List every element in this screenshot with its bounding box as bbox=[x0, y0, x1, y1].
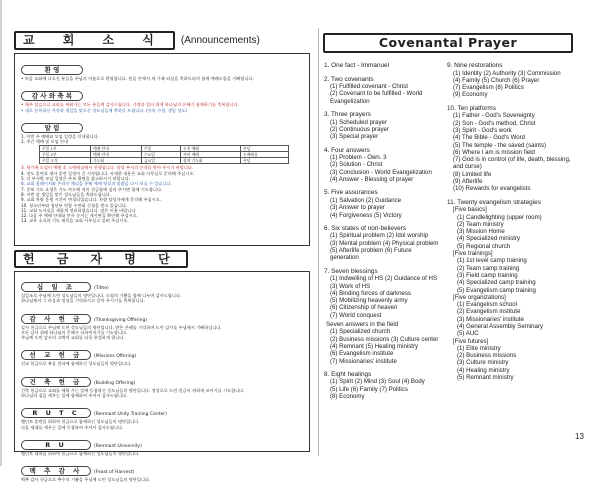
prayer-section bbox=[447, 105, 579, 193]
prayer-item: (1) Scheduled prayer bbox=[330, 118, 387, 126]
offering-label: 감 사 헌 금 bbox=[21, 314, 91, 324]
prayer-item: (3) Culture ministry bbox=[457, 359, 509, 367]
offering-group-header bbox=[21, 400, 303, 419]
prayer-item: (6) Where I am is mission field bbox=[453, 148, 535, 156]
schedule-row bbox=[40, 158, 289, 164]
announcement-line: 2. 주간 예배 및 모임 안내 bbox=[21, 139, 69, 145]
schedule-cell: 철야 기도회 bbox=[181, 158, 241, 164]
prayer-item: (1) Indwelling of HS (2) Guidance of HS bbox=[330, 275, 438, 283]
offering-names: 십일조로 주님께 드린 성도님들의 명단입니다. 드림의 기쁨을 함께 나누며 감사드립니다. bbox=[21, 293, 182, 298]
offering-label: 맥 추 감 사 bbox=[21, 466, 91, 476]
offering-names: 주님께 드린 감사의 고백이 교회를 더욱 풍성하게 합니다. bbox=[21, 335, 125, 341]
prayer-item: (2) Son - God's method, Christ bbox=[453, 119, 536, 127]
announcements-box bbox=[14, 53, 310, 246]
offering-names: 하나님의 집을 세우는 일에 함께하여 주셔서 감사드립니다. bbox=[21, 393, 128, 399]
schedule-cell: 소예배실 bbox=[240, 152, 288, 158]
prayer-item: (1) Problem - Own. 3 bbox=[330, 154, 387, 162]
prayer-item: (4) Answer - Blessing of prayer bbox=[330, 176, 414, 184]
offering-group bbox=[21, 400, 303, 430]
prayer-item: (2) Covenant to be fulfilled - World Evangelization bbox=[330, 90, 423, 105]
prayer-item: (4) Binding forces of darkness bbox=[330, 289, 411, 297]
prayer-item: (5) Evangelism camp training bbox=[457, 286, 536, 294]
offering-group-header bbox=[21, 369, 303, 388]
strategy-group-label: [Five organizations] bbox=[453, 293, 506, 301]
schedule-cell: 주일 bbox=[141, 146, 180, 152]
offering-group-header bbox=[21, 432, 303, 451]
offering-label-en: (Remnant Unity Training Center) bbox=[94, 412, 167, 418]
offering-label-en: (Missions Offering) bbox=[94, 354, 137, 360]
prayer-item: (3) Field camp training bbox=[457, 271, 518, 279]
announcement-section bbox=[21, 57, 303, 81]
announcement-line: 7. 중보 기도 요청은 기도 카드에 적어 헌금함에 넣어 주시면 함께 기도합니다. bbox=[21, 186, 163, 192]
prayer-item: (7) God is in control (of life, death, blessing, and curse) bbox=[453, 156, 571, 171]
section-label: 감 사 와 축 복 bbox=[21, 91, 83, 101]
prayer-item: (1) Evangelism school bbox=[457, 301, 517, 309]
announcement-line: 10. 청소년부와 청년부 연합 수련회 신청을 받고 있습니다. bbox=[21, 202, 128, 208]
offering-label: 십 일 조 bbox=[21, 282, 91, 292]
offering-label: R U T C bbox=[21, 408, 91, 418]
schedule-cell: 본당 bbox=[240, 146, 288, 152]
prayer-item: (3) Conclusion - World Evangelization bbox=[330, 168, 432, 176]
prayer-item: (4) Forgiveness (5) Victory bbox=[330, 211, 402, 219]
announcement-section bbox=[21, 115, 303, 224]
offering-names: 건축 헌금으로 교회를 세워 가는 일에 동참하신 성도님들의 명단입니다. 정성으로 드린 헌금이 귀하게 쓰이기를 기도합니다. bbox=[21, 387, 245, 393]
announcement-line: 6. 교회 홈페이지와 온라인 채널을 통해 예배 영상과 말씀을 다시 보실 수 있습니다. bbox=[21, 181, 172, 187]
prayer-item: (2) Business missions bbox=[457, 352, 517, 360]
prayer-section bbox=[324, 225, 439, 262]
prayer-item: (3) Mission Home bbox=[457, 228, 505, 236]
column-divider bbox=[318, 28, 319, 456]
announcement-line: • 매주 섬김으로 교회를 세워가는 모든 분들께 감사드립니다. 가정과 일터 위에 하나님의 은혜가 함께하기를 축복합니다. bbox=[21, 102, 239, 108]
strategy-group-label: [Five basics] bbox=[453, 206, 487, 214]
prayer-item: (6) Citizenship of heaven bbox=[330, 304, 398, 312]
prayer-item: (3) Missionaries' institute bbox=[457, 315, 524, 323]
prayer-section-title: 9. Nine restorations bbox=[447, 62, 503, 69]
prayer-item: (2) Continuous prayer bbox=[330, 125, 389, 133]
offering-group-header bbox=[21, 306, 303, 325]
prayer-section bbox=[324, 62, 439, 70]
schedule-table bbox=[39, 145, 289, 164]
offering-label: R U bbox=[21, 440, 91, 450]
offering-title: 헌 금 자 명 단 bbox=[14, 250, 188, 268]
prayer-item: (1) Spiritual problem (2) Idol worship bbox=[330, 232, 429, 240]
announcements-subtitle: (Announcements) bbox=[180, 35, 260, 46]
prayer-subtitle: Seven answers in the field bbox=[326, 320, 399, 328]
schedule-cell: 수요일 bbox=[141, 152, 180, 158]
prayer-item: (5) The temple - the saved (saints) bbox=[453, 141, 547, 149]
schedule-cell: 예배 안내 bbox=[90, 146, 141, 152]
prayer-item: (3) Spirit - God's work bbox=[453, 126, 512, 134]
prayer-section bbox=[324, 268, 439, 365]
offering-names: 맥추 감사 헌금으로 추수의 기쁨을 주님께 드린 성도님들의 명단입니다. bbox=[21, 477, 151, 483]
prayer-item: (4) Remnant (5) Healing ministry bbox=[330, 342, 419, 350]
prayer-item: (1) Elite ministry bbox=[457, 344, 501, 352]
prayer-item: (2) Team ministry bbox=[457, 220, 504, 228]
offering-group bbox=[21, 306, 303, 341]
offering-header bbox=[14, 250, 188, 268]
section-label: 환 영 bbox=[21, 65, 83, 75]
prayer-section-title: 5. Five assurances bbox=[324, 189, 378, 197]
prayer-item: (3) Mental problem (4) Physical problem bbox=[330, 239, 439, 247]
schedule-cell: 본당 bbox=[240, 158, 288, 164]
prayer-item: (1) Salvation (2) Guidance bbox=[330, 196, 402, 204]
offering-label-en: (Thanksgiving Offering) bbox=[94, 317, 148, 323]
section-label: 알 림 bbox=[21, 123, 83, 133]
offering-group bbox=[21, 369, 303, 399]
schedule-cell: 금요일 bbox=[141, 158, 180, 164]
offering-group bbox=[21, 274, 303, 304]
schedule-cell: 기도회 bbox=[90, 158, 141, 164]
offering-names: 하나님께서 그 마음과 정성을 기억하시고 갚아 주시기를 축복합니다. bbox=[21, 298, 145, 304]
page-number: 13 bbox=[575, 432, 584, 441]
prayer-item: (8) Limited life bbox=[453, 170, 492, 178]
prayer-item: (5) Afterlife problem (6) Future generation bbox=[330, 247, 412, 262]
offering-names: 렘넌트 훈련을 위하여 헌금으로 함께하신 성도님들의 명단입니다. bbox=[21, 419, 140, 425]
announcement-line: • 처음 교회에 나오신 분들을 주님의 이름으로 환영합니다. 믿음 안에서 새 가족 되심을 축하드리며 함께 예배드림을 기뻐합니다. bbox=[21, 76, 254, 81]
prayer-item: (4) Healing ministry bbox=[457, 366, 510, 374]
prayer-section bbox=[324, 76, 439, 105]
announcement-line: 9. 교회 차량 운행 시간이 변경되었습니다. 차량 담당자에게 문의해 주십시오. bbox=[21, 197, 161, 203]
prayer-section bbox=[447, 62, 579, 99]
schedule-cell: 주일 오후 bbox=[40, 158, 91, 164]
prayer-item: (4) General Assembly Seminary bbox=[457, 322, 544, 330]
announcement-line: 5. 각 부서별 모임 일정은 주보 뒷면을 참고하시기 바랍니다. bbox=[21, 176, 131, 182]
offering-group bbox=[21, 432, 303, 456]
prayer-section-title: 10. Ten platforms bbox=[447, 104, 496, 112]
prayer-item: (5) Regional church bbox=[457, 242, 511, 250]
prayer-item: (4) The Bible - God's Word bbox=[453, 134, 526, 142]
offering-names: 선교 헌금으로 복음 전파에 함께하신 성도님들의 명단입니다. bbox=[21, 361, 132, 367]
announcement-line: 1. 이번 주 예배와 모임 일정을 안내합니다. bbox=[21, 133, 100, 139]
prayer-item: (2) Evangelism institute bbox=[457, 308, 521, 316]
schedule-cell: 오전 예배 bbox=[181, 146, 241, 152]
prayer-item: (5) Mobilizing heavenly army bbox=[330, 297, 408, 305]
schedule-cell: 예배 안내 bbox=[90, 152, 141, 158]
prayer-item: (2) Solution - Christ bbox=[330, 161, 383, 169]
prayer-section bbox=[324, 371, 439, 400]
announcement-line: 13. 교우 소식과 기도 제목을 교회 사무실로 알려 주십시오. bbox=[21, 218, 129, 224]
offering-label-en: (Tithe) bbox=[94, 286, 109, 291]
prayer-item: (4) Specialized ministry bbox=[457, 235, 520, 243]
prayer-item: (1) Identity (2) Authority (3) Commission bbox=[453, 69, 561, 77]
prayer-section-title: 7. Seven blessings bbox=[324, 267, 378, 275]
prayer-item: (9) Afterlife bbox=[453, 178, 483, 186]
prayer-item: (10) Rewards for evangelists bbox=[453, 185, 531, 193]
prayer-item: (9) Economy bbox=[453, 91, 488, 99]
offering-group bbox=[21, 458, 303, 482]
announcements-title: 교 회 소 식 bbox=[14, 31, 175, 50]
announcement-line: 11. 교회 도서실을 새롭게 정리하였습니다. 많은 이용 바랍니다. bbox=[21, 207, 137, 213]
offering-label-en: (Feast of Harvest) bbox=[94, 470, 135, 476]
prayer-item: (6) Evangelism institute bbox=[330, 350, 394, 358]
prayer-section-title: 4. Four answers bbox=[324, 146, 370, 154]
prayer-item: (2) Business missions (3) Culture center bbox=[330, 335, 439, 343]
prayer-item: (1) Specialized church bbox=[330, 328, 391, 336]
offering-label-en: (Building Offering) bbox=[94, 380, 136, 386]
prayer-item: (1) Fulfilled covenant - Christ bbox=[330, 83, 408, 91]
prayer-item: (4) Specialized camp training bbox=[457, 279, 536, 287]
announcements-header bbox=[14, 31, 310, 50]
offering-group-header bbox=[21, 274, 303, 293]
announcement-line: 12. 다음 주 예배 안내와 봉사 순서는 게시판을 확인해 주십시오. bbox=[21, 213, 139, 219]
prayer-section-title: 6. Six states of non-believers bbox=[324, 224, 407, 232]
prayer-item: (3) Work of HS bbox=[330, 282, 371, 290]
prayer-item: (1) Spirit (2) Mind (3) Soul (4) Body bbox=[330, 378, 425, 386]
prayer-item: (2) Team camp training bbox=[457, 264, 520, 272]
offering-names: 다음 세대를 세우는 일에 동참하여 주셔서 감사드립니다. bbox=[21, 424, 124, 430]
strategy-group-label: [Five futures] bbox=[453, 337, 489, 345]
offering-names: 모든 감사 위에 하나님의 은혜가 더하여지기를 기도합니다. bbox=[21, 329, 128, 335]
prayer-item: (4) Family (5) Church (6) Prayer bbox=[453, 76, 540, 84]
offering-group-header bbox=[21, 342, 303, 361]
prayer-item: (1) Father - God's Sovereignty bbox=[453, 112, 535, 120]
prayer-section bbox=[447, 199, 579, 382]
strategy-group-label: [Five trainings] bbox=[453, 250, 493, 258]
prayer-section bbox=[324, 111, 439, 140]
offering-label-en: (Remnant University) bbox=[94, 443, 142, 449]
offering-label: 건 축 헌 금 bbox=[21, 377, 91, 387]
prayer-item: (5) AUC bbox=[457, 330, 479, 338]
prayer-item: (8) Economy bbox=[330, 393, 365, 401]
prayer-section bbox=[324, 147, 439, 184]
prayer-item: (5) Life (6) Family (7) Politics bbox=[330, 385, 408, 393]
schedule-cell: 주일 1부 bbox=[40, 146, 91, 152]
announcement-line: 4. 전도 훈련과 제자 훈련 일정이 곧 시작됩니다. 자세한 내용은 교회 사무실로 문의해 주십시오. bbox=[21, 170, 195, 176]
announcement-line: 8. 이번 달 생일을 맞은 성도님들을 축하드립니다. bbox=[21, 191, 112, 197]
announcement-line: • 새로 등록하신 가정과 생일을 맞으신 성도님들께 축하를 드립니다. (등록 가정, 생일 성도) bbox=[21, 107, 187, 113]
prayer-item: (3) Special prayer bbox=[330, 133, 379, 141]
prayer-section-title: 8. Eight healings bbox=[324, 370, 372, 378]
prayer-section bbox=[324, 189, 439, 218]
prayer-column-left bbox=[324, 62, 439, 406]
prayer-item: (7) Missionaries' institute bbox=[330, 357, 397, 365]
offering-group-header bbox=[21, 458, 303, 477]
announcement-line: 3. 새가족 모임이 예배 후 소예배실에서 진행됩니다. 담당 부서의 안내를 받아 주시기 바랍니다. bbox=[21, 165, 194, 171]
schedule-cell: 저녁 예배 bbox=[181, 152, 241, 158]
prayer-section-title: 11. Twenty evangelism strategies bbox=[447, 198, 541, 206]
prayer-item: (5) Remnant ministry bbox=[457, 374, 514, 382]
offering-box bbox=[14, 271, 310, 483]
offering-names: 감사 헌금으로 주님께 드린 성도님들의 명단입니다. 받은 은혜를 기억하며 드린 감사를 주님께서 기뻐하십니다. bbox=[21, 324, 222, 330]
prayer-section-title: 2. Two covenants bbox=[324, 75, 374, 83]
prayer-item: (7) World conquest bbox=[330, 311, 382, 319]
prayer-item: (7) Evangelism (8) Politics bbox=[453, 84, 524, 92]
prayer-section-title: 1. One fact - Immanuel bbox=[324, 62, 389, 69]
offering-names: 렘넌트 대학을 위하여 헌금으로 함께하신 성도님들의 명단입니다. bbox=[21, 450, 140, 456]
covenantal-prayer-title: Covenantal Prayer bbox=[323, 33, 573, 53]
offering-label: 선 교 헌 금 bbox=[21, 350, 91, 360]
prayer-column-right bbox=[447, 62, 579, 387]
schedule-cell: 주일 2부 bbox=[40, 152, 91, 158]
prayer-section-title: 3. Three prayers bbox=[324, 111, 371, 119]
prayer-item: (1) Candlelighting (upper room) bbox=[457, 213, 542, 221]
prayer-item: (1) 1st level camp training bbox=[457, 257, 527, 265]
prayer-item: (3) Answer to prayer bbox=[330, 204, 385, 212]
announcement-section bbox=[21, 83, 303, 113]
offering-group bbox=[21, 342, 303, 366]
